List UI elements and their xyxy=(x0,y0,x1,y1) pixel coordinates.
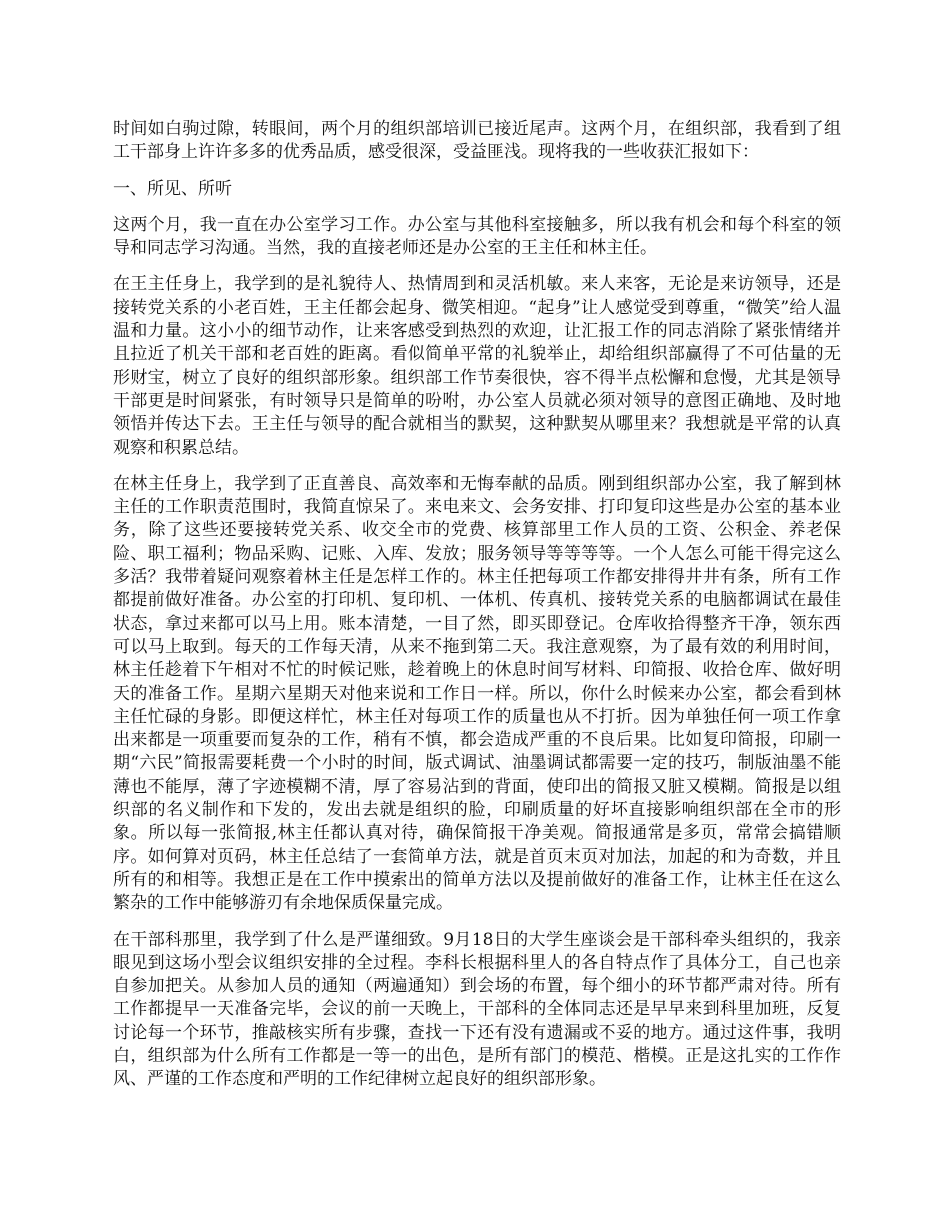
intro-paragraph: 时间如白驹过隙，转眼间，两个月的组织部培训已接近尾声。这两个月，在组织部，我看到了组工干部身上许许多多的优秀品质，感受很深，受益匪浅。现将我的一些收获汇报如下： xyxy=(113,119,841,163)
director-wang-paragraph: 在王主任身上，我学到的是礼貌待人、热情周到和灵活机敏。来人来客，无论是来访领导，还是接转党关系的小老百姓，王主任都会起身、微笑相迎。“起身”让人感觉受到尊重，“微笑”给人温温和力量。这小小的细节动作，让来客感受到热烈的欢迎，让汇报工作的同志消除了紧张情绪并且拉近了机关干部和老百姓的距离。看似简单平常的礼貌举止，却给组织部赢得了不可估量的无形财宝，树立了良好的组织部形象。组织部工作节奏很快，容不得半点松懈和怠慢，尤其是领导干部更是时间紧张，有时领导只是简单的吩咐，办公室人员就必须对领导的意图正确地、及时地领悟并传达下去。王主任与领导的配合就相当的默契，这种默契从哪里来？我想就是平常的认真观察和积累总结。 xyxy=(113,274,841,458)
office-paragraph: 这两个月，我一直在办公室学习工作。办公室与其他科室接触多，所以我有机会和每个科室的领导和同志学习沟通。当然，我的直接老师还是办公室的王主任和林主任。 xyxy=(113,214,841,259)
section-heading: 一、所见、所听 xyxy=(113,178,232,199)
cadre-section-paragraph: 在干部科那里，我学到了什么是严谨细致。9月18日的大学生座谈会是干部科牵头组织的，我亲眼见到这场小型会议组织安排的全过程。李科长根据科里人的各自特点作了具体分工，自己也亲自参加把关。从参加人员的通知（两遍通知）到会场的布置，每个细小的环节都严肃对待。所有工作都提早一天准备完毕，会议的前一天晚上，干部科的全体同志还是早早来到科里加班，反复讨论每一个环节，推敲核实所有步骤，查找一下还有没有遗漏或不妥的地方。通过这件事，我明白，组织部为什么所有工作都是一等一的出色，是所有部门的模范、楷模。正是这扎实的工作作风、严谨的工作态度和严明的工作纪律树立起良好的组织部形象。 xyxy=(113,929,841,1090)
director-lin-paragraph: 在林主任身上，我学到了正直善良、高效率和无悔奉献的品质。刚到组织部办公室，我了解到林主任的工作职责范围时，我简直惊呆了。来电来文、会务安排、打印复印这些是办公室的基本业务，除了这些还要接转党关系、收交全市的党费、核算部里工作人员的工资、公积金、养老保险、职工福利；物品采购、记账、入库、发放；服务领导等等等等。一个人怎么可能干得完这么多活？我带着疑问观察着林主任是怎样工作的。林主任把每项工作都安排得井井有条，所有工作都提前做好准备。办公室的打印机、复印机、一体机、传真机、接转党关系的电脑都调试在最佳状态，拿过来都可以马上用。账本清楚，一目了然，即买即登记。仓库收拾得整齐干净，领东西可以马上取到。每天的工作每天清，从来不拖到第二天。我注意观察，为了最有效的利用时间，林主任趁着下午相对不忙的时候记账，趁着晚上的休息时间写材料、印简报、收拾仓库、做好明天的准备工作。星期六星期天对他来说和工作日一样。所以，你什么时候来办公室，都会看到林主任忙碌的身影。即便这样忙，林主任对每项工作的质量也从不打折。因为单独任何一项工作拿出来都是一项重要而复杂的工作，稍有不慎，都会造成严重的不良后果。比如复印简报，印刷一期“六民”简报需要耗费一个小时的时间，版式调试、油墨调试都需要一定的技巧，制版油墨不能薄也不能厚，薄了字迹模糊不清，厚了容易沾到的背面，使印出的简报又脏又模糊。简报是以组织部的名义制作和下发的，发出去就是组织的脸，印刷质量的好坏直接影响组织部在全市的形象。所以每一张简报,林主任都认真对待，确保简报干净美观。简报通常是多页，常常会搞错顺序。如何算对页码，林主任总结了一套简单方法，就是首页末页对加法，加起的和为奇数，并且所有的和相等。我想正是在工作中摸索出的简单方法以及提前做好的准备工作，让林主任在这么繁杂的工作中能够游刃有余地保质保量完成。 xyxy=(113,473,841,914)
document-body xyxy=(113,118,841,1105)
